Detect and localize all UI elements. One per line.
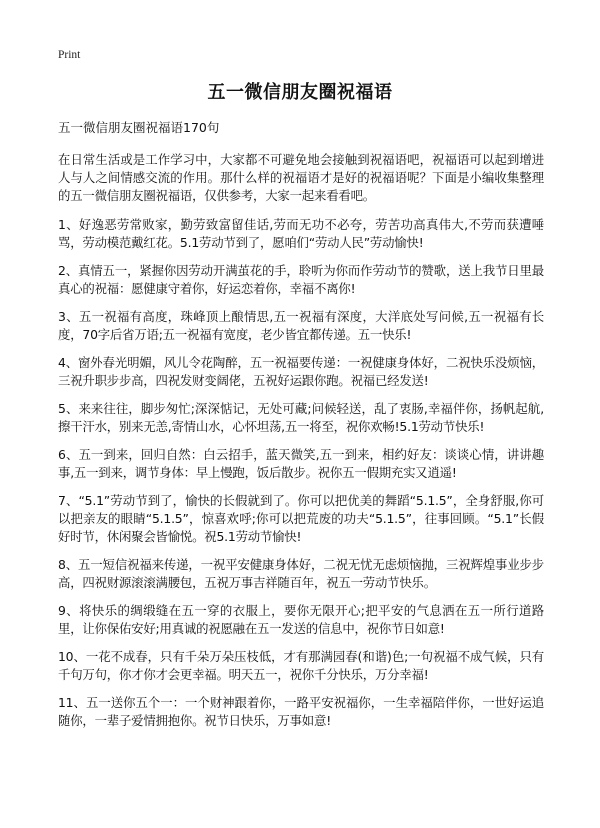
- blessing-item-9: 9、将快乐的绸缎缝在五一穿的衣服上，要你无限开心;把平安的气息洒在五一所行道路里，让你保佑安好;用真诚的祝愿融在五一发送的信息中，祝你节日如意!: [58, 603, 544, 636]
- blessing-item-1: 1、好逸恶劳常败家，勤劳致富留佳话,劳而无功不必夸，劳苦功高真伟大,不劳而获遭唾骂，劳动模范戴红花。5.1劳动节到了，愿咱们“劳动人民”劳动愉快!: [58, 217, 544, 250]
- blessing-item-2: 2、真情五一，紧握你因劳动开满茧花的手，聆听为你而作劳动节的赞歌，送上我节日里最真心的祝福：愿健康守着你，好运恋着你，幸福不离你!: [58, 263, 544, 296]
- blessing-item-7: 7、“5.1”劳动节到了，愉快的长假就到了。你可以把优美的舞蹈“5.1.5”，全身舒服,你可以把亲友的眼睛“5.1.5”，惊喜欢呼;你可以把荒废的功夫“5.1.5”，往事回顾。“5.1”长假好时节，休闲聚会皆愉悦。祝5.1劳动节愉快!: [58, 493, 544, 544]
- article-subtitle: 五一微信朋友圈祝福语170句: [58, 120, 220, 135]
- article-body: [58, 151, 544, 740]
- print-link[interactable]: Print: [58, 49, 81, 61]
- blessing-item-5: 5、来来往往，脚步匆忙;深深惦记，无处可藏;问候轻送，乱了衷肠,幸福伴你，扬帆起航,擦干汗水，别来无恙,寄情山水，心怀坦荡,五一将至，祝你欢畅!5.1劳动节快乐!: [58, 401, 544, 434]
- page-title: 五一微信朋友圈祝福语: [207, 82, 393, 103]
- blessing-item-6: 6、五一到来，回归自然：白云招手，蓝天微笑,五一到来，相约好友：谈谈心情，讲讲趣事,五一到来，调节身体：早上慢跑，饭后散步。祝你五一假期充实又逍遥!: [58, 447, 544, 480]
- blessing-item-11: 11、五一送你五个一：一个财神跟着你，一路平安祝福你，一生幸福陪伴你，一世好运追随你，一辈子爱情拥抱你。祝节日快乐，万事如意!: [58, 695, 544, 728]
- blessing-item-3: 3、五一祝福有高度，珠峰顶上酿情思,五一祝福有深度，大洋底处写问候,五一祝福有长度，70字后省万语;五一祝福有宽度，老少皆宜都传递。五一快乐!: [58, 309, 544, 342]
- blessing-item-8: 8、五一短信祝福来传递，一祝平安健康身体好，二祝无忧无虑烦恼抛，三祝辉煌事业步步高，四祝财源滚滚满腰包，五祝万事吉祥随百年，祝五一劳动节快乐。: [58, 557, 544, 590]
- intro-paragraph: 在日常生活或是工作学习中，大家都不可避免地会接触到祝福语吧，祝福语可以起到增进人与人之间情感交流的作用。那什么样的祝福语才是好的祝福语呢？下面是小编收集整理的五一微信朋友圈祝福语，仅供参考，大家一起来看看吧。: [58, 152, 544, 203]
- blessing-item-4: 4、窗外春光明媚，风儿令花陶醉，五一祝福要传递：一祝健康身体好，二祝快乐没烦恼，三祝升职步步高，四祝发财变阔佬，五祝好运跟你跑。祝福已经发送!: [58, 355, 544, 388]
- blessing-item-10: 10、一花不成春，只有千朵万朵压枝低，才有那满园春(和谐)色;一句祝福不成气候，只有千句万句，你才你才会更幸福。明天五一，祝你千分快乐，万分幸福!: [58, 649, 544, 682]
